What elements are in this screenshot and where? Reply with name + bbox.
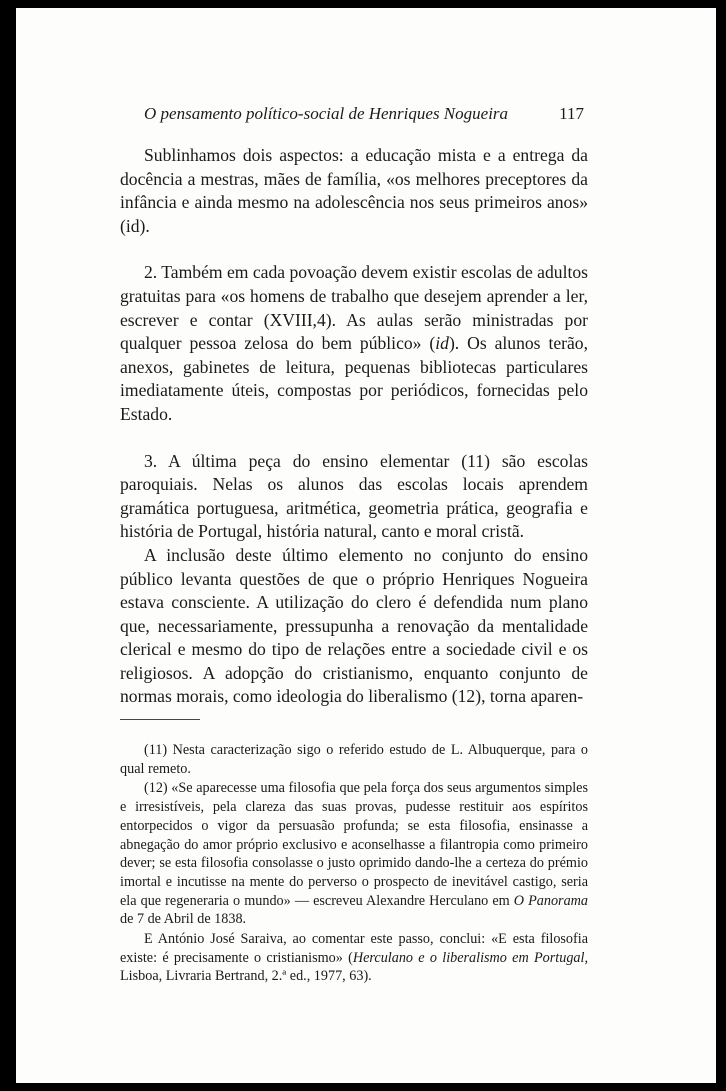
- running-header: [144, 104, 584, 124]
- footnote-text: E António José Saraiva, ao comentar este passo, conclui: «E esta filosofia existe: é precisamente o cristianismo» (: [120, 931, 588, 966]
- paragraph: 3. A última peça do ensino elementar (11) são escolas paroquiais. Nelas os alunos das escolas locais aprendem gramática portuguesa, aritmética, geometria prática, geografia e história de Portugal, história natural, canto e moral cristã.: [120, 450, 588, 542]
- footnote-italic: Herculano e o liberalismo em Portugal,: [352, 949, 588, 966]
- citation-italic: id: [435, 333, 449, 354]
- paragraph: A inclusão deste último elemento no conjunto do ensino público levanta questões de que o próprio Henriques Nogueira estava consciente. A utilização do clero é defendida num plano que, necessariamente, pressupunha a renovação da mentalidade clerical e mesmo do tipo de relações entre a sociedade civil e os religiosos. A adopção do cristianismo, enquanto conjunto de normas morais, como ideologia do liberalismo (12), torna aparen-: [120, 544, 588, 707]
- footnotes: [120, 741, 588, 986]
- footnote: [120, 779, 588, 929]
- footnote-separator: [120, 719, 200, 720]
- footnote-italic: O Panorama: [513, 892, 588, 909]
- footnote-text: (12) «Se aparecesse uma filosofia que pela força dos seus argumentos simples e irresistíveis, pela clareza das suas provas, pudesse restituir aos espíritos entorpecidos o vigor da persuasão profunda; se esta filosofia, ensinasse a abnegação do amor próprio exclusivo e aconselhasse a filantropia como primeiro dever; se esta filosofia consolasse o justo oprimido dando-lhe a certeza do prémio imortal e incutisse na mente do perverso o prospecto de inevitável castigo, seria ela que regeneraria o mundo» — escreveu Alexandre Herculano em: [120, 780, 588, 909]
- paragraph-text: 2. Também em cada povoação devem existir escolas de adultos gratuitas para «os homens de trabalho que desejem aprender a ler, escrever e contar (XVIII,4). As aulas serão ministradas por qualquer pessoa zelosa do bem público» (: [120, 262, 589, 354]
- body-text: [120, 144, 588, 709]
- page-number: 117: [559, 104, 584, 123]
- paragraph-text: ). Os alunos terão, anexos, gabinetes de leitura, pequenas bibliotecas particulares imediatamente úteis, compostas por periódicos, fornecidas pelo Estado.: [120, 333, 588, 424]
- footnote-text: Lisboa, Livraria Bertrand, 2.ª ed., 1977, 63).: [120, 968, 372, 985]
- paragraph: Sublinhamos dois aspectos: a educação mista e a entrega da docência a mestras, mães de família, «os melhores preceptores da infância e ainda mesmo na adolescência nos seus primeiros anos» (id).: [120, 145, 588, 236]
- running-title: O pensamento político-social de Henriques Nogueira: [144, 104, 509, 123]
- footnote: [120, 930, 588, 986]
- paragraph: [120, 261, 588, 426]
- footnote: (11) Nesta caracterização sigo o referido estudo de L. Albuquerque, para o qual remeto.: [120, 742, 588, 777]
- book-page: [16, 8, 716, 1083]
- footnote-text: de 7 de Abril de 1838.: [120, 911, 247, 928]
